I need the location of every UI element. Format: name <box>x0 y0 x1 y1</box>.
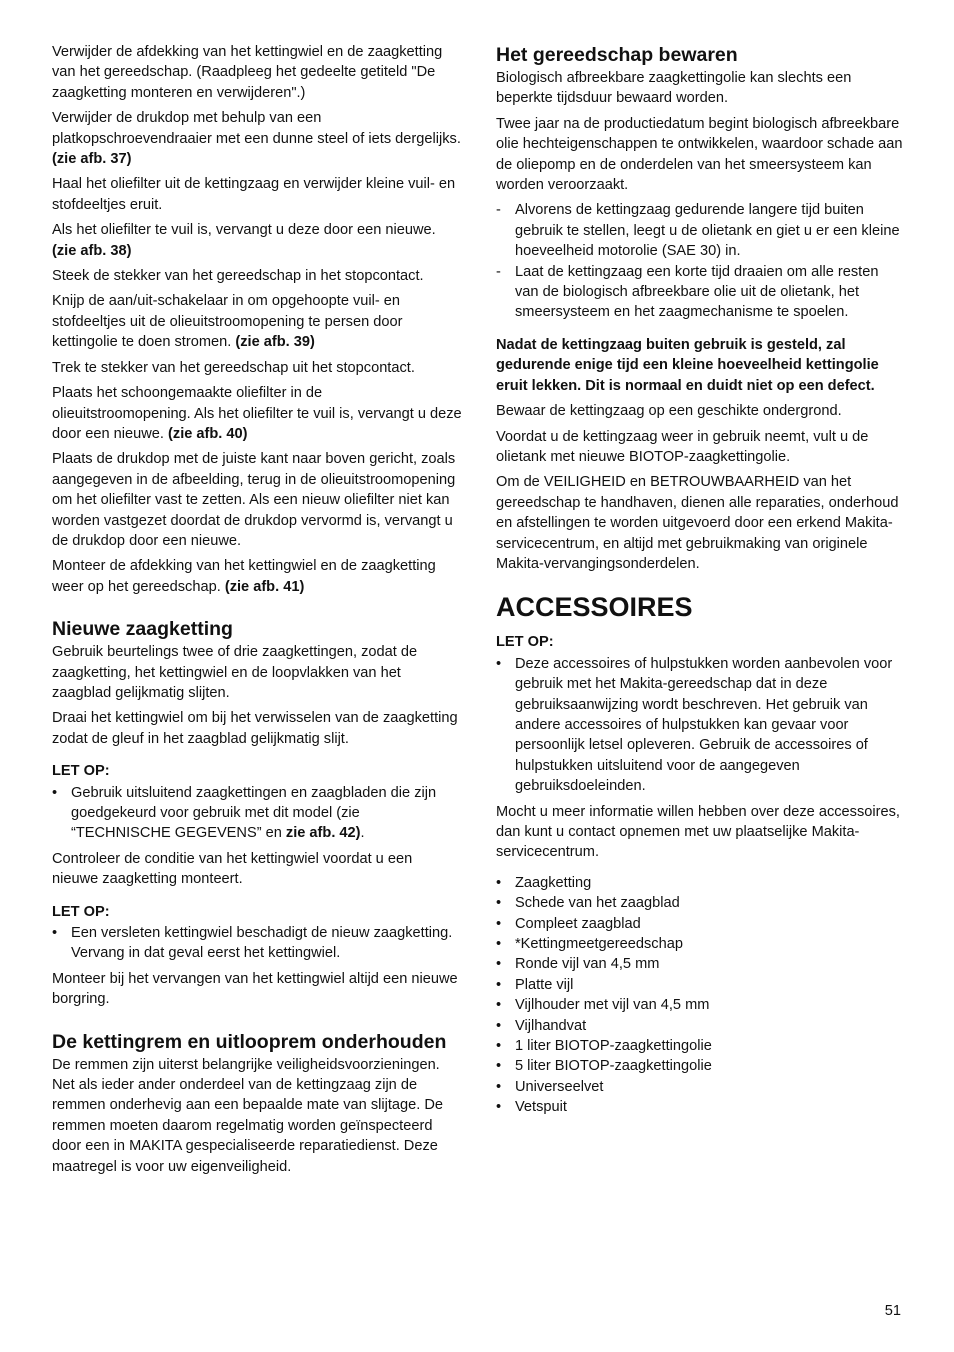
accessory-item: • Ronde vijl van 4,5 mm <box>496 954 906 974</box>
paragraph: Monteer de afdekking van het kettingwiel en de zaagketting weer op het gereedschap. (zie afb. 41) <box>52 558 436 595</box>
accessory-list <box>496 873 906 1118</box>
paragraph: Steek de stekker van het gereedschap in het stopcontact. <box>52 268 424 285</box>
figure-reference: zie afb. 42) <box>285 825 361 842</box>
paragraph: Twee jaar na de productiedatum begint biologisch afbreekbare olie hechteigenschappen te ontwikkelen, waardoor schade aan de oliepomp en de onderdelen van het smeersysteem kan worden veroorzaakt. <box>496 115 903 194</box>
paragraph: Knijp de aan/uit-schakelaar in om opgehoopte vuil- en stofdeeltjes uit de olieuitstroomopening te persen door kettingolie te doen stromen. (zie afb. 39) <box>52 293 403 351</box>
figure-reference: (zie afb. 38) <box>52 242 132 259</box>
paragraph: De remmen zijn uiterst belangrijke veiligheidsvoorzieningen. Net als ieder ander onderdeel van de kettingzaag zijn de remmen onderhevig aan een bepaalde mate van slijtage. De remmen moeten daarom regelmatig worden geïnspecteerd door een in MAKITA gespecialiseerde reparatiedienst. Deze maatregel is voor uw eigenveiligheid. <box>52 1056 444 1175</box>
note-label: LET OP: <box>52 903 110 920</box>
bullet-marker: • <box>496 956 502 973</box>
accessory-item: • Vijlhouder met vijl van 4,5 mm <box>496 995 906 1015</box>
note-label: LET OP: <box>52 763 110 780</box>
dash-marker: - <box>496 263 501 280</box>
accessory-item: • *Kettingmeetgereedschap <box>496 934 906 954</box>
accessory-item: • Vijlhandvat <box>496 1016 906 1036</box>
bullet-marker: • <box>496 936 502 953</box>
accessory-item: • 1 liter BIOTOP-zaagkettingolie <box>496 1036 906 1056</box>
paragraph: Controleer de conditie van het kettingwiel voordat u een nieuwe zaagketting monteert. <box>52 850 413 888</box>
list-item: • Deze accessoires of hulpstukken worden aanbevolen voor gebruik met het Makita-gereedschap dat in deze gebruiksaanwijzing wordt beschreven. Het gebruik van andere accessoires of hulpstukken kan gevaar voor persoonlijk letsel opleveren. Gebruik de accessoires of hulpstukken uitsluitend voor de aangegeven gebruiksdoeleinden. <box>496 655 893 795</box>
bullet-marker: • <box>496 1017 502 1034</box>
paragraph: Om de VEILIGHEID en BETROUWBAARHEID van het gereedschap te handhaven, dienen alle reparaties, onderhoud en afstellingen te worden uitgevoerd door een erkend Makita-servicecentrum, en altijd met gebruikmaking van originele Makita-vervangingsonderdelen. <box>496 474 899 572</box>
right-column <box>496 42 906 1123</box>
paragraph: Haal het oliefilter uit de kettingzaag en verwijder kleine vuil- en stofdeeltjes eruit. <box>52 176 456 213</box>
section-heading-nieuwe-zaagketting: Nieuwe zaagketting <box>52 618 233 641</box>
paragraph: Draai het kettingwiel om bij het verwisselen van de zaagketting zodat de gleuf in het zaagblad gelijkmatig slijt. <box>52 710 458 747</box>
bullet-marker: • <box>496 655 502 672</box>
paragraph: Bewaar de kettingzaag op een geschikte ondergrond. <box>496 403 842 420</box>
bullet-marker: • <box>52 925 58 942</box>
bullet-marker: • <box>496 1038 502 1055</box>
bold-note: Nadat de kettingzaag buiten gebruik is gesteld, zal gedurende enige tijd een kleine hoeveelheid kettingolie eruit lekken. Dit is normaal en duidt niet op een defect. <box>496 336 879 394</box>
accessory-item: • Platte vijl <box>496 975 906 995</box>
paragraph: Gebruik beurtelings twee of drie zaagkettingen, zodat de zaagketting, het kettingwiel en de loopvlakken van het zaagblad gelijkmatig slijten. <box>52 644 418 701</box>
accessory-item: • Universeelvet <box>496 1077 906 1097</box>
section-heading-bewaren: Het gereedschap bewaren <box>496 44 738 66</box>
note-list <box>52 923 462 964</box>
accessory-item: • Schede van het zaagblad <box>496 893 906 913</box>
bullet-marker: • <box>496 895 502 912</box>
paragraph: Biologisch afbreekbare zaagkettingolie kan slechts een beperkte tijdsduur bewaard worden. <box>496 70 852 107</box>
figure-reference: (zie afb. 41) <box>224 578 305 595</box>
note-list <box>496 654 906 797</box>
section-heading-kettingrem: De kettingrem en uitlooprem onderhouden <box>52 1030 447 1053</box>
accessory-item: • 5 liter BIOTOP-zaagkettingolie <box>496 1056 906 1076</box>
bullet-marker: • <box>52 784 58 801</box>
list-item: • Gebruik uitsluitend zaagkettingen en zaagbladen die zijn goedgekeurd voor gebruik met dit model (zie “TECHNISCHE GEGEVENS” en zie afb. 42). <box>52 784 437 842</box>
list-item: - Alvorens de kettingzaag gedurende langere tijd buiten gebruik te stellen, leegt u de olietank en giet u er een kleine hoeveelheid motorolie (SAE 30) in. <box>496 202 900 260</box>
paragraph: Trek te stekker van het gereedschap uit het stopcontact. <box>52 359 415 376</box>
dash-marker: - <box>496 202 501 219</box>
bullet-marker: • <box>496 976 502 993</box>
note-list <box>52 783 462 844</box>
accessory-item: • Zaagketting <box>496 873 906 893</box>
bullet-marker: • <box>496 915 502 932</box>
page-number: 51 <box>884 1303 901 1319</box>
left-column <box>52 42 462 1182</box>
bullet-marker: • <box>496 874 502 891</box>
bullet-marker: • <box>496 1058 502 1075</box>
bullet-marker: • <box>496 1099 502 1116</box>
section-heading-accessoires: ACCESSOIRES <box>496 592 693 623</box>
paragraph: Monteer bij het vervangen van het kettingwiel altijd een nieuwe borgring. <box>52 970 458 1008</box>
dash-list <box>496 200 906 322</box>
figure-reference: (zie afb. 40) <box>168 425 248 442</box>
figure-reference: (zie afb. 39) <box>235 334 315 351</box>
paragraph: Plaats het schoongemaakte oliefilter in de olieuitstroomopening. Als het oliefilter te vuil is, vervangt u deze door een nieuwe. (zie afb. 40) <box>52 385 462 442</box>
paragraph: Plaats de drukdop met de juiste kant naar boven gericht, zoals aangegeven in de afbeelding, terug in de olieuitstroomopening om het oliefilter vast te zetten. Als een nieuw oliefilter niet kan worden vastgezet doordat de drukdop vervormd is, vervangt u de drukdop door een nieuwe. <box>52 451 456 549</box>
paragraph: Als het oliefilter te vuil is, vervangt u deze door een nieuwe. (zie afb. 38) <box>52 222 436 259</box>
paragraph: Verwijder de afdekking van het kettingwiel en de zaagketting van het gereedschap. (Raadpleeg het gedeelte getiteld "De zaagketting monteren en verwijderen".) <box>52 44 443 101</box>
figure-reference: (zie afb. 37) <box>52 151 132 168</box>
bullet-marker: • <box>496 1078 502 1095</box>
paragraph: Voordat u de kettingzaag weer in gebruik neemt, vult u de olietank met nieuwe BIOTOP-zaagkettingolie. <box>496 428 869 465</box>
paragraph: Verwijder de drukdop met behulp van een platkopschroevendraaier met een dunne steel of iets dergelijks. (zie afb. 37) <box>52 110 461 168</box>
list-item: • Een versleten kettingwiel beschadigt de nieuw zaagketting. Vervang in dat geval eerst het kettingwiel. <box>52 925 453 962</box>
accessory-item: • Vetspuit <box>496 1097 906 1117</box>
note-label: LET OP: <box>496 634 554 651</box>
accessory-item: • Compleet zaagblad <box>496 914 906 934</box>
paragraph: Mocht u meer informatie willen hebben over deze accessoires, dan kunt u contact opnemen met uw plaatselijke Makita-servicecentrum. <box>496 803 900 861</box>
list-item: - Laat de kettingzaag een korte tijd draaien om alle resten van de biologisch afbreekbare olie uit de olietank, het smeersysteem en het zaagmechanisme te spoelen. <box>496 263 879 321</box>
bullet-marker: • <box>496 997 502 1014</box>
